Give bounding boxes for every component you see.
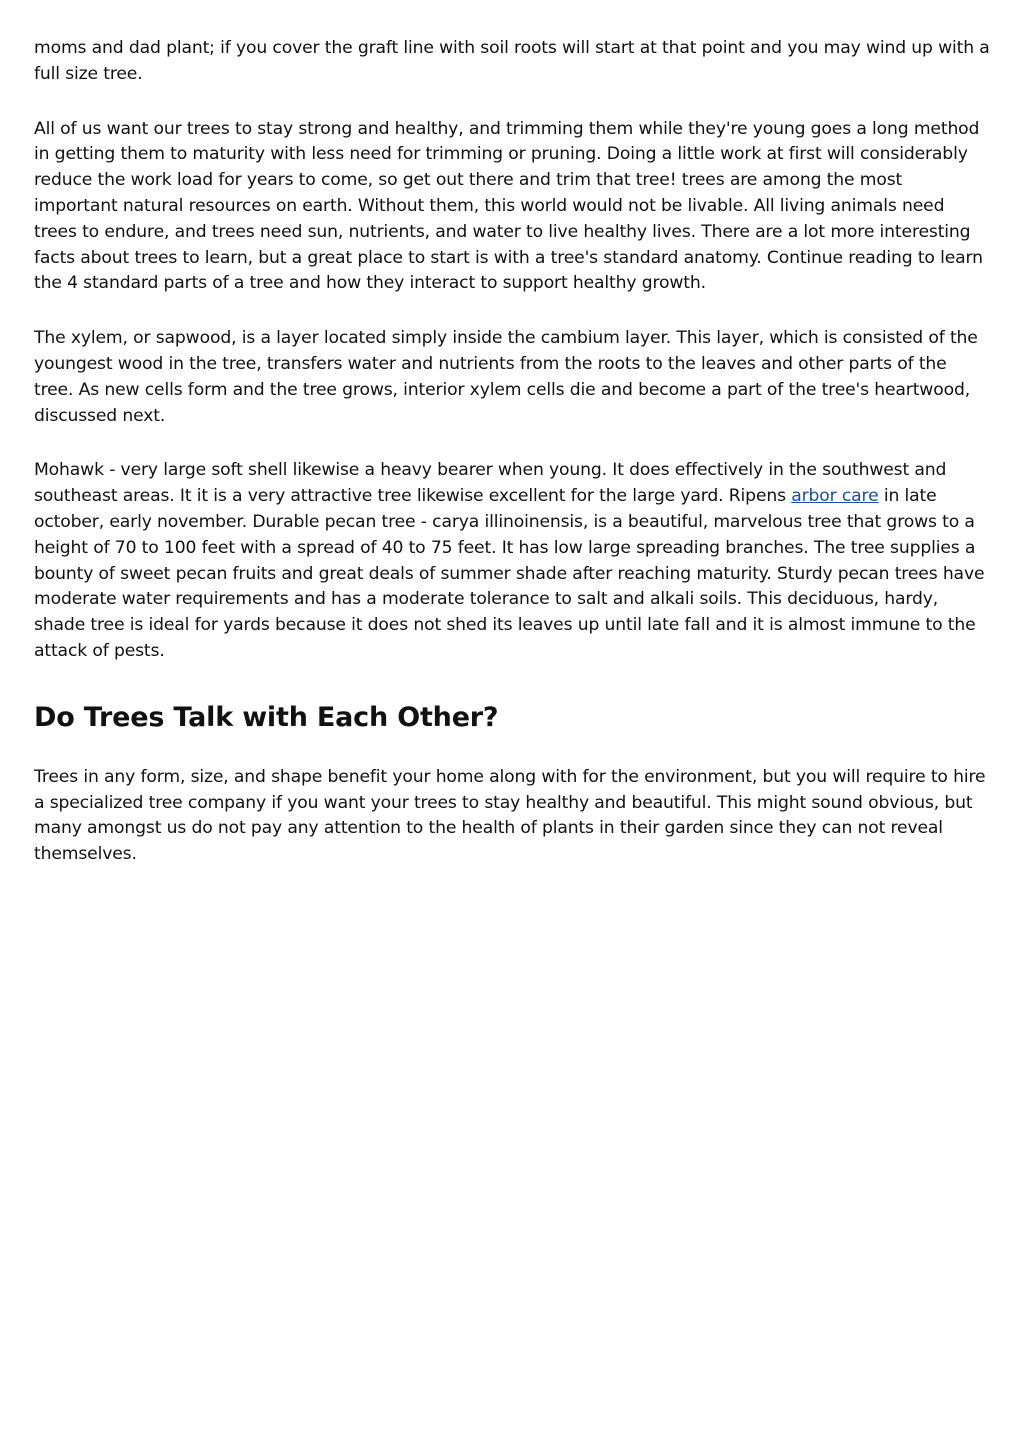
section-heading: Do Trees Talk with Each Other? [34, 701, 499, 733]
paragraph-xylem: The xylem, or sapwood, is a layer located simply inside the cambium layer. This layer, which is consisted of the youngest wood in the tree, transfers water and nutrients from the roots to the leaves and other parts of the tree. As new cells form and the tree grows, interior xylem cells die and become a part of the tree's heartwood, discussed next. [34, 328, 978, 426]
paragraph-graft-line: moms and dad plant; if you cover the graft line with soil roots will start at that point and you may wind up with a full size tree. [34, 38, 990, 84]
paragraph-mohawk-text-end: in late october, early november. Durable pecan tree - carya illinoinensis, is a beautiful, marvelous tree that grows to a height of 70 to 100 feet with a spread of 40 to 75 feet. It has low large spreading branches. The tree supplies a bounty of sweet pecan fruits and great deals of summer shade after reaching maturity. Sturdy pecan trees have moderate water requirements and has a moderate tolerance to salt and alkali soils. This deciduous, hardy, shade tree is ideal for yards because it does not shed its leaves up until late fall and it is almost immune to the attack of pests. [34, 486, 985, 661]
arbor-care-link[interactable]: arbor care [791, 486, 879, 507]
paragraph-trees-benefit: Trees in any form, size, and shape benefit your home along with for the environment, but you will require to hire a specialized tree company if you want your trees to stay healthy and beautiful. This might sound obvious, but many amongst us do not pay any attention to the health of plants in their garden since they can not reveal themselves. [34, 766, 986, 865]
paragraph-trimming: All of us want our trees to stay strong and healthy, and trimming them while they're young goes a long method in getting them to maturity with less need for trimming or pruning. Doing a little work at first will considerably reduce the work load for years to come, so get out there and trim that tree! trees are among the most important natural resources on earth. Without them, this world would not be livable. All living animals need trees to endure, and trees need sun, nutrients, and water to live healthy lives. There are a lot more interesting facts about trees to learn, but a great place to start is with a tree's standard anatomy. Continue reading to learn the 4 standard parts of a tree and how they interact to support healthy growth. [34, 118, 983, 294]
paragraph-mohawk [34, 458, 990, 664]
paragraph-mohawk-text-start: Mohawk - very large soft shell likewise a heavy bearer when young. It does effectively in the southwest and southeast areas. It it is a very attractive tree likewise excellent for the large yard. Ripens [34, 460, 947, 507]
